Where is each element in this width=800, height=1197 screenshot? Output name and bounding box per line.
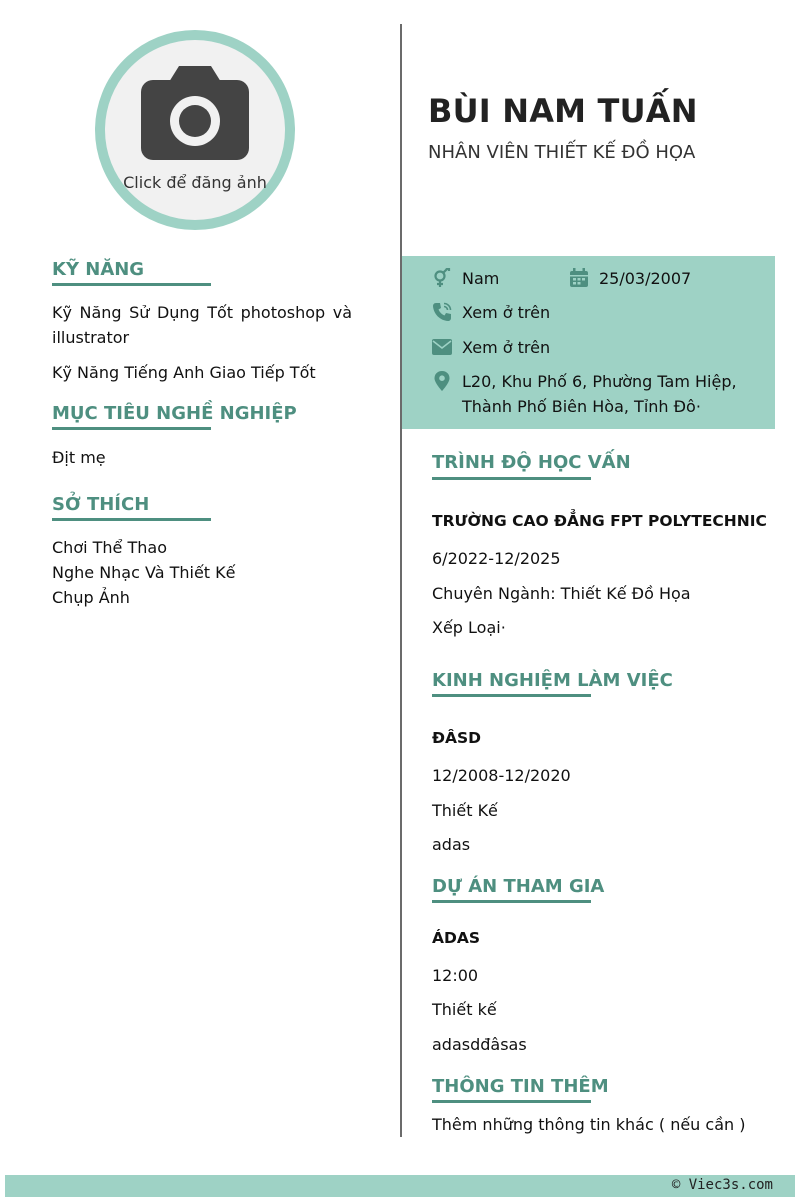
education-major[interactable]: Chuyên Ngành: Thiết Kế Đồ Họa [432, 584, 691, 603]
phone-value: Xem ở trên [462, 303, 551, 322]
address-line-1: L20, Khu Phố 6, Phường Tam Hiệp, [462, 372, 737, 391]
email-row[interactable] [432, 335, 550, 360]
objective-heading[interactable]: MỤC TIÊU NGHỀ NGHIỆP [52, 403, 297, 424]
additional-heading[interactable]: THÔNG TIN THÊM [432, 1076, 609, 1097]
contact-panel [402, 256, 775, 429]
avatar-upload-label: Click để đăng ảnh [123, 173, 267, 192]
experience-description[interactable]: adas [432, 835, 471, 854]
birthdate-row[interactable] [569, 266, 691, 291]
additional-text[interactable]: Thêm những thông tin khác ( nếu cần ) [432, 1115, 746, 1134]
education-period[interactable]: 6/2022-12/2025 [432, 549, 561, 568]
education-grade[interactable]: Xếp Loại· [432, 618, 506, 637]
camera-icon [141, 66, 249, 160]
address-line-2: Thành Phố Biên Hòa, Tỉnh Đô· [462, 397, 701, 416]
job-title[interactable]: NHÂN VIÊN THIẾT KẾ ĐỒ HỌA [428, 142, 696, 163]
experience-underline [432, 694, 591, 697]
hobby-item[interactable]: Chơi Thể Thao [52, 538, 167, 557]
experience-position[interactable]: Thiết Kế [432, 801, 498, 820]
phone-row[interactable] [432, 300, 550, 325]
experience-heading[interactable]: KINH NGHIỆM LÀM VIỆC [432, 670, 673, 691]
projects-heading[interactable]: DỰ ÁN THAM GIA [432, 876, 605, 897]
birthdate-value: 25/03/2007 [599, 269, 692, 288]
education-heading[interactable]: TRÌNH ĐỘ HỌC VẤN [432, 452, 631, 473]
skills-underline [52, 283, 211, 286]
additional-underline [432, 1100, 591, 1103]
phone-icon [432, 302, 452, 322]
footer-bar [5, 1175, 795, 1197]
location-pin-icon [432, 371, 452, 391]
candidate-name[interactable]: BÙI NAM TUẤN [428, 92, 698, 130]
objective-underline [52, 427, 211, 430]
copyright: © Viec3s.com [671, 1177, 773, 1193]
gender-value: Nam [462, 269, 500, 288]
avatar-upload[interactable] [95, 30, 295, 230]
hobbies-heading[interactable]: SỞ THÍCH [52, 494, 150, 515]
education-underline [432, 477, 591, 480]
hobby-item[interactable]: Nghe Nhạc Và Thiết Kế [52, 563, 236, 582]
gender-row[interactable] [432, 266, 499, 291]
skill-item[interactable]: Kỹ Năng Sử Dụng Tốt photoshop và illustrator [52, 303, 352, 347]
project-time[interactable]: 12:00 [432, 966, 479, 985]
hobbies-underline [52, 518, 211, 521]
hobby-item[interactable]: Chụp Ảnh [52, 588, 130, 607]
projects-underline [432, 900, 591, 903]
project-name[interactable]: ÁDAS [432, 929, 481, 947]
school-name[interactable]: TRƯỜNG CAO ĐẲNG FPT POLYTECHNIC [432, 512, 767, 530]
email-icon [432, 337, 452, 357]
objective-text[interactable]: Địt mẹ [52, 448, 106, 467]
project-role[interactable]: Thiết kế [432, 1000, 497, 1019]
email-value: Xem ở trên [462, 338, 551, 357]
calendar-icon [569, 268, 589, 288]
column-divider [400, 24, 402, 1137]
project-description[interactable]: adasdđâsas [432, 1035, 527, 1054]
address-row[interactable] [432, 369, 737, 419]
skill-item[interactable]: Kỹ Năng Tiếng Anh Giao Tiếp Tốt [52, 363, 316, 382]
skills-heading[interactable]: KỸ NĂNG [52, 259, 145, 280]
company-name[interactable]: ĐÂSD [432, 729, 482, 747]
experience-period[interactable]: 12/2008-12/2020 [432, 766, 571, 785]
gender-icon [432, 268, 452, 288]
